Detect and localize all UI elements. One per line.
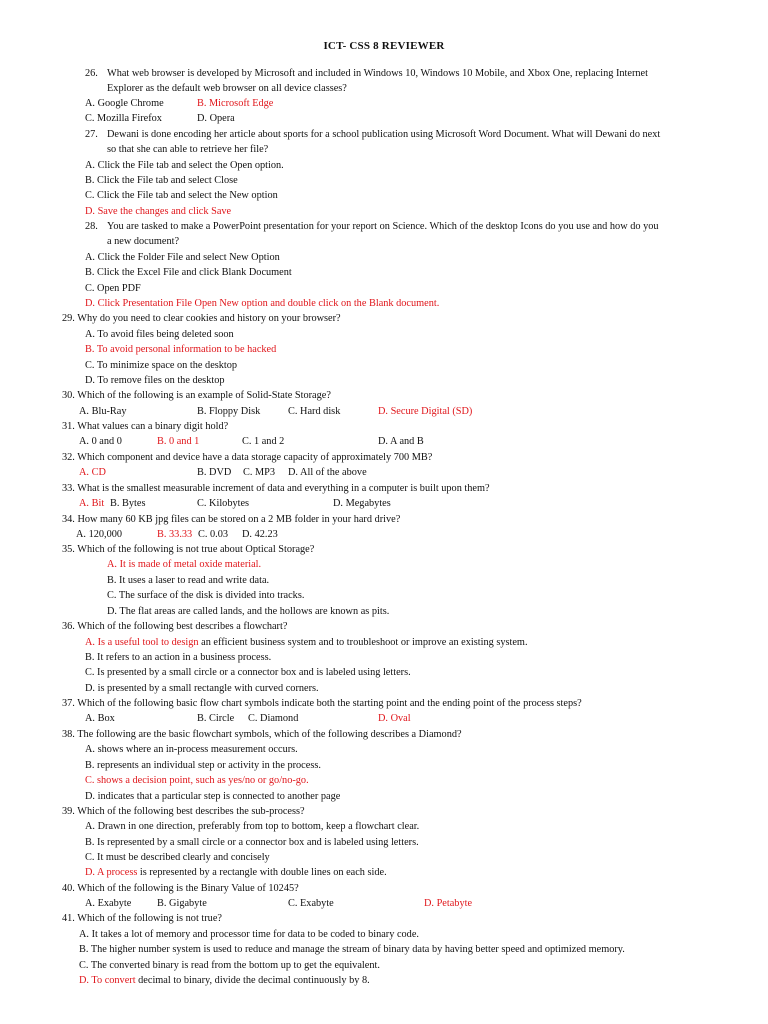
q27-option-d-answer: D. Save the changes and click Save [85, 206, 232, 217]
q35-text: 35. Which of the following is not true about Optical Storage? [62, 544, 315, 555]
q38-option-d: D. indicates that a particular step is connected to another page [85, 791, 341, 802]
q40-text: 40. Which of the following is the Binary Value of 10245? [62, 883, 299, 894]
q28-option-c: C. Open PDF [85, 283, 141, 294]
q26-option-d: D. Opera [197, 113, 235, 124]
q35-option-b: B. It uses a laser to read and write data. [107, 575, 270, 586]
q41-option-c: C. The converted binary is read from the bottom up to get the equivalent. [79, 960, 380, 971]
q41-text: 41. Which of the following is not true? [62, 913, 222, 924]
q39-option-d [85, 866, 387, 879]
q32-option-d: D. All of the above [288, 467, 367, 478]
q26-number: 26. [85, 68, 98, 79]
q37-option-d-answer: D. Oval [378, 713, 411, 724]
q34-option-b-answer: B. 33.33 [157, 529, 193, 540]
q27-option-c: C. Click the File tab and select the New option [85, 190, 278, 201]
q31-option-c: C. 1 and 2 [242, 436, 285, 447]
q38-option-a: A. shows where an in-process measurement occurs. [85, 744, 298, 755]
q34-option-d: D. 42.23 [242, 529, 278, 540]
q28-option-d-answer: D. Click Presentation File Open New option and double click on the Blank document. [85, 298, 440, 309]
q26-option-b-answer: B. Microsoft Edge [197, 98, 274, 109]
q39-text: 39. Which of the following best describes the sub-process? [62, 806, 305, 817]
q38-option-b: B. represents an individual step or activity in the process. [85, 760, 321, 771]
q30-option-b: B. Floppy Disk [197, 406, 261, 417]
q30-text: 30. Which of the following is an example of Solid-State Storage? [62, 390, 331, 401]
q34-option-a: A. 120,000 [76, 529, 123, 540]
q29-option-d: D. To remove files on the desktop [85, 375, 225, 386]
q38-option-c-answer: C. shows a decision point, such as yes/no or go/no-go. [85, 775, 309, 786]
q33-option-d: D. Megabytes [333, 498, 391, 509]
q32-option-a-answer: A. CD [79, 467, 106, 478]
q29-option-b-answer: B. To avoid personal information to be hacked [85, 344, 277, 355]
q31-option-b-answer: B. 0 and 1 [157, 436, 200, 447]
q41-option-d [79, 974, 370, 987]
q41-option-d-rest: decimal to binary, divide the decimal continuously by 8. [135, 975, 370, 986]
q29-text: 29. Why do you need to clear cookies and history on your browser? [62, 313, 341, 324]
q41-option-b: B. The higher number system is used to reduce and manage the stream of binary data by having better speed and optimized memory. [79, 944, 625, 955]
page-title: ICT- CSS 8 REVIEWER [323, 40, 445, 52]
q37-text: 37. Which of the following basic flow chart symbols indicate both the starting point and the ending point of the process steps? [62, 698, 582, 709]
q28-text-line1: You are tasked to make a PowerPoint presentation for your report on Science. Which of the desktop Icons do you use and how do you [107, 221, 659, 232]
q40-option-d-answer: D. Petabyte [424, 898, 473, 909]
q38-text: 38. The following are the basic flowchart symbols, which of the following describes a Diamond? [62, 729, 462, 740]
q36-option-a [85, 636, 528, 649]
q39-option-a: A. Drawn in one direction, preferably from top to bottom, keep a flowchart clear. [85, 821, 420, 832]
q40-option-a: A. Exabyte [85, 898, 132, 909]
q37-option-a: A. Box [85, 713, 115, 724]
q35-option-d: D. The flat areas are called lands, and the hollows are known as pits. [107, 606, 390, 617]
q35-option-c: C. The surface of the disk is divided into tracks. [107, 590, 305, 601]
q27-text-line1: Dewani is done encoding her article about sports for a school publication using Microsoft Word Document. What will Dewani do next [107, 129, 661, 140]
q29-option-c: C. To minimize space on the desktop [85, 360, 238, 371]
q31-option-d: D. A and B [378, 436, 424, 447]
q27-number: 27. [85, 129, 98, 140]
q31-text: 31. What values can a binary digit hold? [62, 421, 229, 432]
q36-text: 36. Which of the following best describes a flowchart? [62, 621, 288, 632]
q37-option-b: B. Circle [197, 713, 235, 724]
q28-option-b: B. Click the Excel File and click Blank Document [85, 267, 292, 278]
q26-option-a: A. Google Chrome [85, 98, 164, 109]
q39-option-b: B. Is represented by a small circle or a connector box and is labeled using letters. [85, 837, 419, 848]
q36-option-d: D. is presented by a small rectangle with curved corners. [85, 683, 319, 694]
q32-text: 32. Which component and device have a data storage capacity of approximately 700 MB? [62, 452, 433, 463]
q41-option-d-answer-part: D. To convert [79, 975, 136, 986]
q36-option-b: B. It refers to an action in a business process. [85, 652, 272, 663]
q35-option-a-answer: A. It is made of metal oxide material. [107, 559, 262, 570]
q34-option-c: C. 0.03 [198, 529, 229, 540]
q27-option-b: B. Click the File tab and select Close [85, 175, 238, 186]
q36-option-c: C. Is presented by a small circle or a connector box and is labeled using letters. [85, 667, 411, 678]
q33-text: 33. What is the smallest measurable increment of data and everything in a computer is built upon them? [62, 483, 490, 494]
q32-option-b: B. DVD [197, 467, 232, 478]
q39-option-d-rest: is represented by a rectangle with double lines on each side. [137, 867, 387, 878]
q26-text-line2: Explorer as the default web browser on all device classes? [107, 83, 347, 94]
q33-option-b: B. Bytes [110, 498, 146, 509]
q27-text-line2: so that she can able to retrieve her file? [107, 144, 269, 155]
q40-option-b: B. Gigabyte [157, 898, 207, 909]
q40-option-c: C. Exabyte [288, 898, 334, 909]
q36-option-a-rest: an efficient business system and to troubleshoot or improve an existing system. [198, 637, 528, 648]
q33-option-a-answer: A. Bit [79, 498, 105, 509]
q30-option-c: C. Hard disk [288, 406, 341, 417]
q30-option-d-answer: D. Secure Digital (SD) [378, 406, 473, 417]
q39-option-c: C. It must be described clearly and concisely [85, 852, 270, 863]
q29-option-a: A. To avoid files being deleted soon [85, 329, 234, 340]
q37-option-c: C. Diamond [248, 713, 299, 724]
q34-text: 34. How many 60 KB jpg files can be stored on a 2 MB folder in your hard drive? [62, 514, 401, 525]
q30-option-a: A. Blu-Ray [79, 406, 127, 417]
q28-text-line2: a new document? [107, 236, 180, 247]
q28-option-a: A. Click the Folder File and select New Option [85, 252, 280, 263]
q27-option-a: A. Click the File tab and select the Open option. [85, 160, 284, 171]
q28-number: 28. [85, 221, 98, 232]
q41-option-a: A. It takes a lot of memory and processor time for data to be coded to binary code. [79, 929, 419, 940]
q36-option-a-answer-part: A. Is a useful tool to design [85, 637, 199, 648]
q39-option-d-answer-part: D. A process [85, 867, 138, 878]
q33-option-c: C. Kilobytes [197, 498, 250, 509]
q26-text-line1: What web browser is developed by Microsoft and included in Windows 10, Windows 10 Mobile, and Xbox One, replacing Internet [107, 68, 648, 79]
q31-option-a: A. 0 and 0 [79, 436, 122, 447]
q26-option-c: C. Mozilla Firefox [85, 113, 162, 124]
q32-option-c: C. MP3 [243, 467, 276, 478]
